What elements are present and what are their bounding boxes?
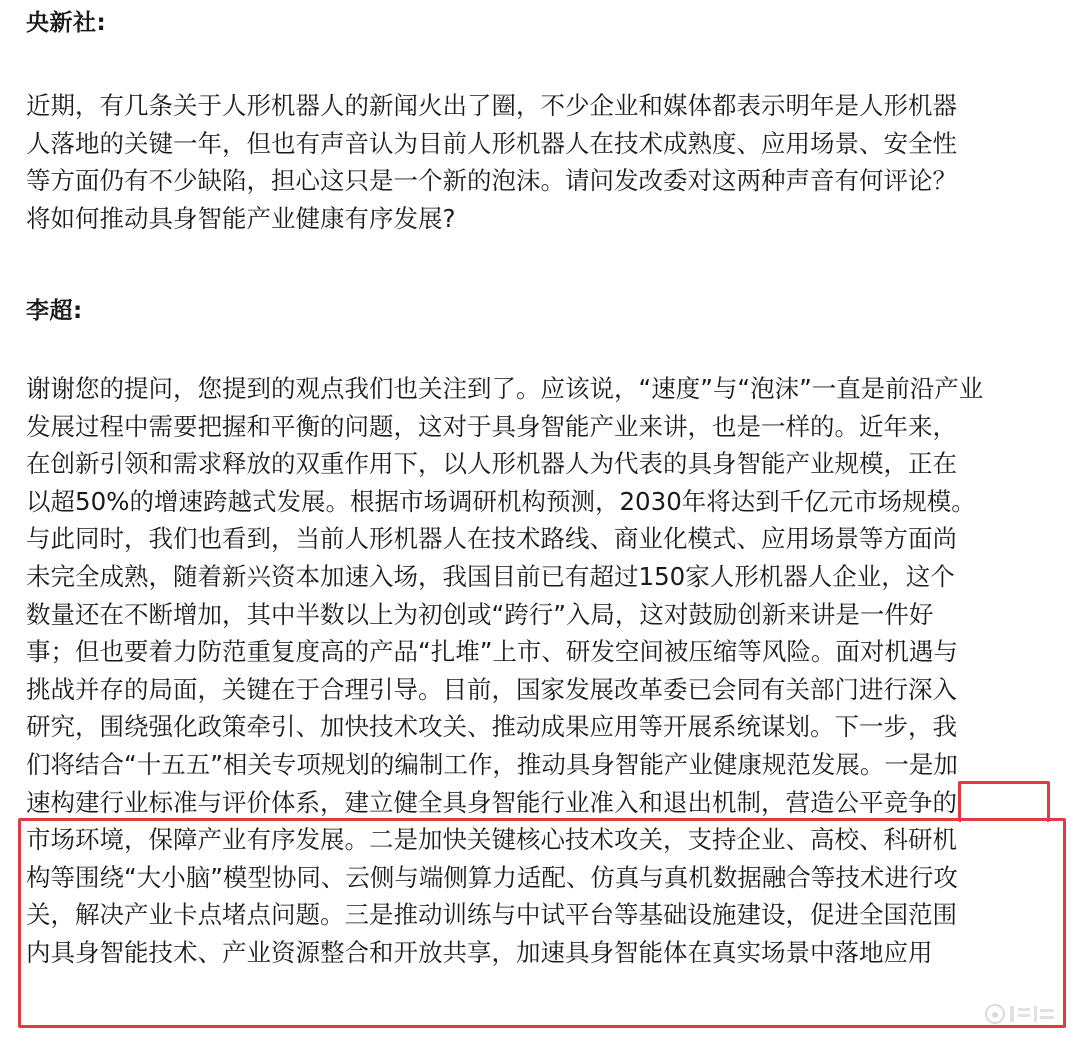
highlight-box [18, 818, 1066, 1028]
paragraph-line: 们将结合“十五五”相关专项规划的编制工作，推动具身智能产业健康规范发展。一是加 [26, 749, 958, 779]
paragraph-line: 在创新引领和需求释放的双重作用下，以人形机器人为代表的具身智能产业规模，正在 [26, 449, 957, 479]
paragraph-line: 事；但也要着力防范重复度高的产品“扎堆”上市、研发空间被压缩等风险。面对机遇与 [26, 637, 958, 667]
highlight-box-start [958, 781, 1050, 822]
paragraph-line: 研究，围绕强化政策牵引、加快技术攻关、推动成果应用等开展系统谋划。下一步，我 [26, 712, 957, 742]
weibo-logo-icon [984, 1000, 1064, 1026]
question-speaker: 央新社: [26, 10, 107, 36]
answer-speaker: 李超: [26, 298, 83, 324]
paragraph-line: 近期，有几条关于人形机器人的新闻火出了圈，不少企业和媒体都表示明年是人形机器 [26, 91, 957, 120]
paragraph-line: 未完全成熟，随着新兴资本加速入场，我国目前已有超过150家人形机器人企业，这个 [26, 561, 955, 591]
paragraph-line: 与此同时，我们也看到，当前人形机器人在技术路线、商业化模式、应用场景等方面尚 [26, 524, 957, 554]
paragraph-line: 人落地的关键一年，但也有声音认为目前人形机器人在技术成熟度、应用场景、安全性 [26, 128, 957, 158]
paragraph-line: 将如何推动具身智能产业健康有序发展? [26, 203, 456, 233]
paragraph-line: 发展过程中需要把握和平衡的问题，这对于具身智能产业来讲，也是一样的。近年来， [26, 411, 957, 441]
paragraph-line: 市场环境，保障产业有序发展。二是加快关键核心技术攻关，支持企业、高校、科研机 [26, 825, 957, 855]
paragraph-line: 构等围绕“大小脑”模型协同、云侧与端侧算力适配、仿真与真机数据融合等技术进行攻 [26, 862, 958, 892]
paragraph-line: 关，解决产业卡点堵点问题。三是推动训练与中试平台等基础设施建设，促进全国范围 [26, 900, 957, 930]
paragraph-line: 以超50%的增速跨越式发展。根据市场调研机构预测，2030年将达到千亿元市场规模。 [26, 486, 976, 516]
paragraph-line: 等方面仍有不少缺陷，担心这只是一个新的泡沫。请问发改委对这两种声音有何评论？ [26, 166, 957, 196]
question-paragraph [26, 87, 1048, 237]
paragraph-line: 挑战并存的局面，关键在于合理引导。目前，国家发展改革委已会同有关部门进行深入 [26, 674, 957, 704]
paragraph-line: 数量还在不断增加，其中半数以上为初创或“跨行”入局，这对鼓励创新来讲是一件好 [26, 599, 934, 629]
paragraph-line: 速构建行业标准与评价体系，建立健全具身智能行业准入和退出机制，营造公平竞争的 [26, 787, 957, 817]
paragraph-line: 内具身智能技术、产业资源整合和开放共享，加速具身智能体在真实场景中落地应用 [26, 937, 933, 967]
paragraph-line: 谢谢您的提问，您提到的观点我们也关注到了。应该说，“速度”与“泡沫”一直是前沿产业 [26, 374, 984, 403]
